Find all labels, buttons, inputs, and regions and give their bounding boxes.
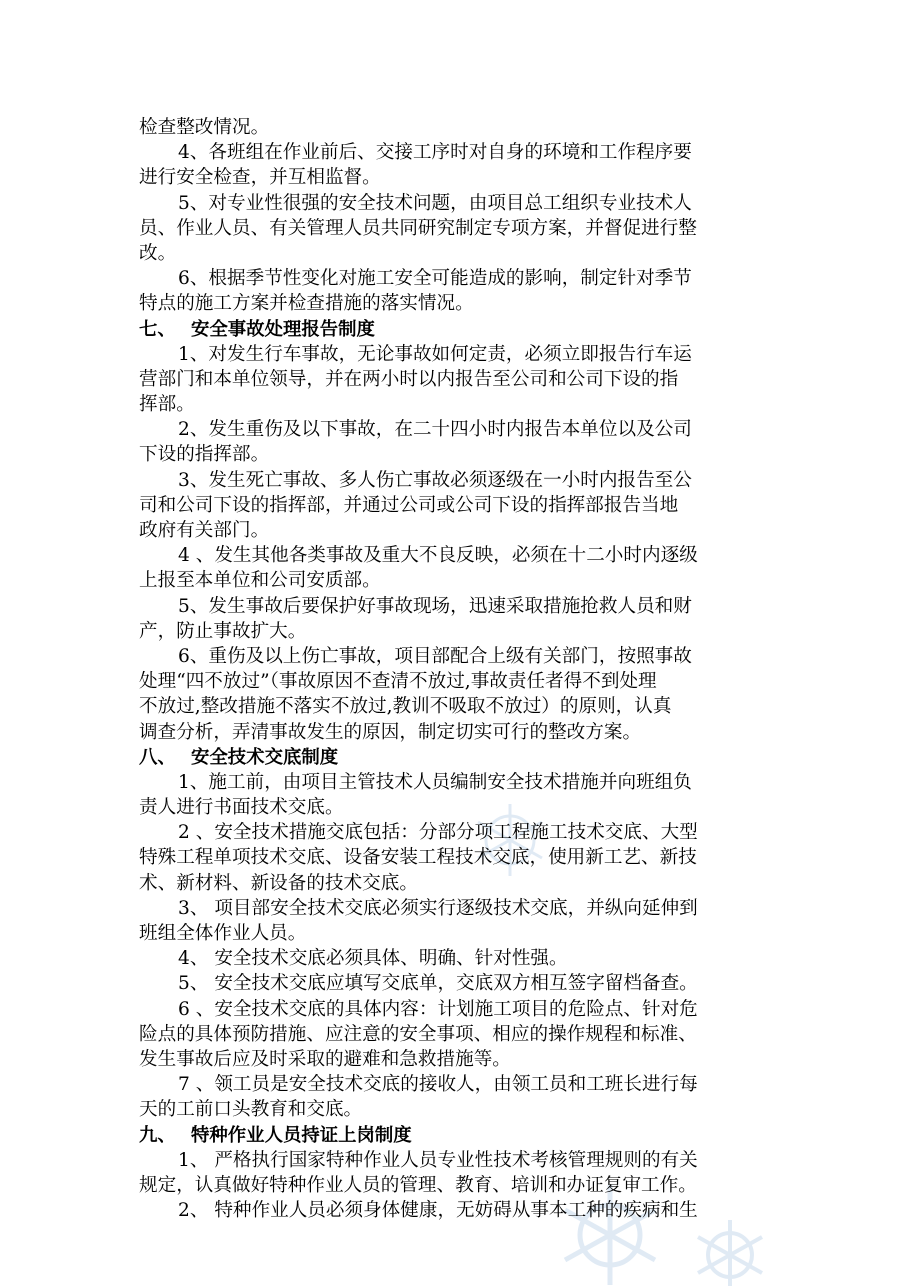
paragraph-line: 调查分析，弄清事故发生的原因，制定切实可行的整改方案。 [139, 721, 642, 743]
paragraph-line: 天的工前口头教育和交底。 [139, 1099, 363, 1121]
paragraph-line: 4 、发生其他各类事故及重大不良反映，必须在十二小时内逐级 [178, 545, 698, 567]
paragraph-line: 4、 安全技术交底必须具体、明确、针对性强。 [178, 948, 568, 970]
section-number: 八、 [139, 746, 176, 768]
paragraph-line: 司和公司下设的指挥部，并通过公司或公司下设的指挥部报告当地 [139, 494, 679, 516]
paragraph-line: 不放过,整改措施不落实不放过,教训不吸取不放过）的原则，认真 [139, 696, 672, 718]
section-heading [139, 745, 775, 770]
paragraph-line: 责人进行书面技术交底。 [139, 797, 344, 819]
paragraph-line: 2、 特种作业人员必须身体健康，无妨碍从事本工种的疾病和生 [178, 1200, 698, 1222]
paragraph-line: 下设的指挥部。 [139, 444, 270, 466]
paragraph-line: 上报至本单位和公司安质部。 [139, 570, 381, 592]
document-body [139, 115, 775, 1223]
paragraph-line: 规定，认真做好特种作业人员的管理、教育、培训和办证复审工作。 [139, 1174, 697, 1196]
paragraph-line: 3、 项目部安全技术交底必须实行逐级技术交底，并纵向延伸到 [178, 897, 698, 919]
paragraph-line: 6、重伤及以上伤亡事故，项目部配合上级有关部门，按照事故 [178, 645, 692, 667]
paragraph-line: 5、发生事故后要保护好事故现场，迅速采取措施抢救人员和财 [178, 595, 692, 617]
section-title: 安全技术交底制度 [191, 746, 339, 768]
paragraph-line: 6 、安全技术交底的具体内容：计划施工项目的危险点、针对危 [178, 998, 698, 1020]
watermark-snowflake-icon [690, 1215, 770, 1286]
section-heading [139, 317, 775, 342]
paragraph-line: 进行安全检查，并互相监督。 [139, 167, 381, 189]
section-number: 七、 [139, 318, 176, 340]
paragraph-line: 6、根据季节性变化对施工安全可能造成的影响，制定针对季节 [178, 268, 692, 290]
paragraph-line: 1、施工前，由项目主管技术人员编制安全技术措施并向班组负 [178, 771, 692, 793]
paragraph-line: 员、作业人员、有关管理人员共同研究制定专项方案，并督促进行整 [139, 217, 697, 239]
paragraph-line: 产，防止事故扩大。 [139, 620, 307, 642]
paragraph-line: 5、 安全技术交底应填写交底单，交底双方相互签字留档备查。 [178, 973, 698, 995]
paragraph-line: 改。 [139, 242, 177, 264]
paragraph-line: 营部门和本单位领导，并在两小时以内报告至公司和公司下设的指 [139, 368, 679, 390]
section-title: 安全事故处理报告制度 [191, 318, 375, 340]
paragraph-line: 政府有关部门。 [139, 520, 270, 541]
paragraph-line: 1、对发生行车事故，无论事故如何定责，必须立即报告行车运 [178, 343, 692, 365]
paragraph-line: 2、发生重伤及以下事故，在二十四小时内报告本单位以及公司 [178, 419, 692, 441]
section-number: 九、 [139, 1124, 176, 1146]
paragraph-line: 7 、领工员是安全技术交底的接收人，由领工员和工班长进行每 [178, 1074, 698, 1096]
paragraph-line: 特殊工程单项技术交底、设备安装工程技术交底，使用新工艺、新技 [139, 847, 697, 869]
paragraph-line: 1、 严格执行国家特种作业人员专业性技术考核管理规则的有关 [178, 1149, 698, 1171]
section-title: 特种作业人员持证上岗制度 [191, 1124, 412, 1146]
paragraph-line: 处理“四不放过”（事故原因不查清不放过,事故责任者得不到处理 [139, 671, 657, 693]
paragraph-line: 特点的施工方案并检查措施的落实情况。 [139, 293, 474, 315]
paragraph-line: 2 、安全技术措施交底包括：分部分项工程施工技术交底、大型 [178, 822, 698, 844]
paragraph-line: 班组全体作业人员。 [139, 923, 307, 944]
paragraph-line: 5、对专业性很强的安全技术问题，由项目总工组织专业技术人 [178, 192, 692, 214]
paragraph-line: 术、新材料、新设备的技术交底。 [139, 872, 418, 894]
paragraph-line: 挥部。 [139, 394, 195, 416]
paragraph-line: 险点的具体预防措施、应注意的安全事项、相应的操作规程和标准、 [139, 1023, 697, 1045]
paragraph-line: 3、发生死亡事故、多人伤亡事故必须逐级在一小时内报告至公 [178, 469, 692, 491]
section-heading [139, 1123, 775, 1148]
paragraph-line: 4、各班组在作业前后、交接工序时对自身的环境和工作程序要 [178, 142, 692, 164]
paragraph-line: 发生事故后应及时采取的避难和急救措施等。 [139, 1048, 511, 1070]
paragraph-line: 检查整改情况。 [139, 117, 270, 138]
